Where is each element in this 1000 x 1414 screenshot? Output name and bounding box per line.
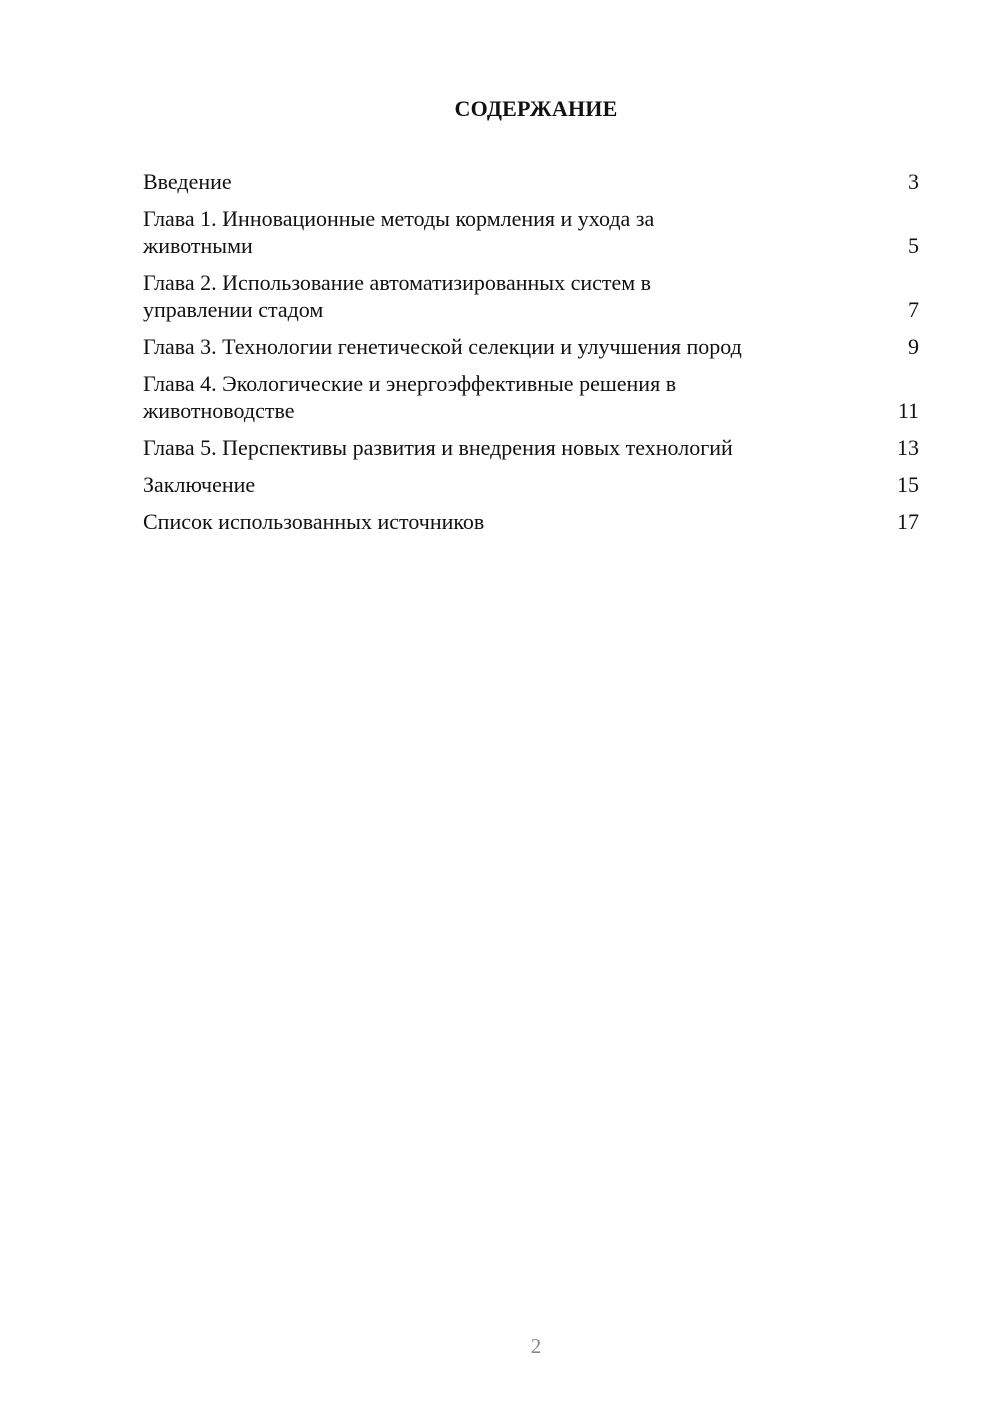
toc-entry-title: Глава 1. Инновационные методы кормления и ухода за животными <box>143 206 655 258</box>
toc-entry-page: 11 <box>897 398 919 423</box>
toc-entry-chapter-1[interactable] <box>143 205 919 259</box>
toc-entry-title: Глава 2. Использование автоматизированных систем в управлении стадом <box>143 270 652 322</box>
page-number: 2 <box>530 1334 542 1358</box>
toc-entry-page: 13 <box>897 435 919 460</box>
page-title: СОДЕРЖАНИЕ <box>454 96 618 121</box>
toc-entry-references[interactable] <box>143 508 919 535</box>
toc-entry-title: Глава 3. Технологии генетической селекции и улучшения пород <box>143 334 742 359</box>
toc-entry-title: Глава 5. Перспективы развития и внедрения новых технологий <box>143 435 733 460</box>
toc-entry-conclusion[interactable] <box>143 471 919 498</box>
toc-entry-chapter-2[interactable] <box>143 269 919 323</box>
toc-entry-page: 17 <box>897 509 919 534</box>
toc-entry-chapter-3[interactable] <box>143 333 919 360</box>
toc-entry-page: 5 <box>908 233 919 258</box>
toc-entry-page: 9 <box>908 334 919 359</box>
toc-entry-chapter-4[interactable] <box>143 370 919 424</box>
toc-entry-page: 3 <box>908 169 919 194</box>
table-of-contents <box>143 168 919 545</box>
toc-entry-title: Заключение <box>143 472 256 497</box>
toc-entry-introduction[interactable] <box>143 168 919 195</box>
toc-entry-title: Глава 4. Экологические и энергоэффективные решения в животноводстве <box>143 371 677 423</box>
toc-entry-title: Список использованных источников <box>143 509 485 534</box>
toc-entry-page: 7 <box>908 297 919 322</box>
toc-entry-page: 15 <box>897 472 919 497</box>
toc-entry-chapter-5[interactable] <box>143 434 919 461</box>
toc-entry-title: Введение <box>143 169 232 194</box>
